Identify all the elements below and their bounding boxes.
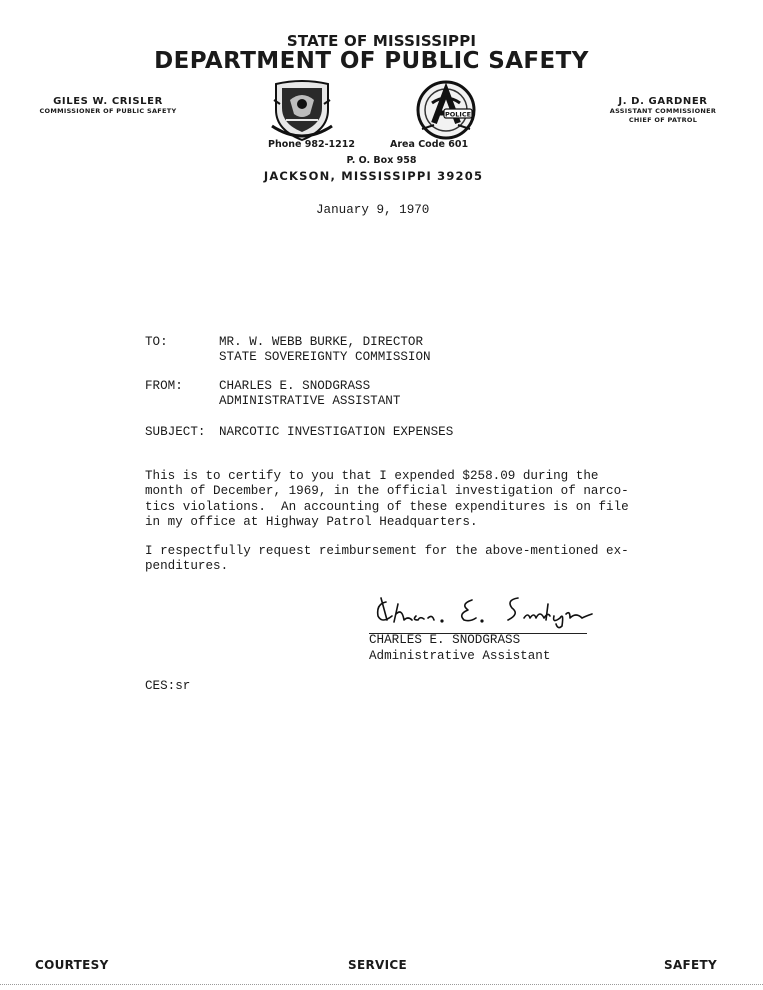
phone-line: [268, 139, 478, 150]
assistant-commissioner-title: ASSISTANT COMMISSIONER: [609, 107, 717, 115]
letterhead-department: DEPARTMENT OF PUBLIC SAFETY: [154, 48, 589, 74]
city-address: JACKSON, MISSISSIPPI 39205: [263, 169, 484, 183]
footer-safety: SAFETY: [664, 958, 717, 972]
handwritten-signature: [372, 590, 602, 630]
commissioner-title: COMMISSIONER OF PUBLIC SAFETY: [39, 107, 177, 115]
phone-number: Phone 982-1212: [268, 139, 355, 150]
body-paragraph-2: I respectfully request reimbursement for the above-mentioned ex- penditures.: [145, 544, 629, 574]
commissioner-name: GILES W. CRISLER: [53, 96, 163, 107]
from-title: ADMINISTRATIVE ASSISTANT: [219, 394, 401, 408]
po-box: P. O. Box 958: [346, 155, 417, 166]
assistant-commissioner-name: J. D. GARDNER: [618, 96, 708, 107]
subject-label: SUBJECT:: [145, 425, 206, 439]
memo-date: January 9, 1970: [316, 203, 430, 217]
letterhead-state: STATE OF MISSISSIPPI: [286, 32, 477, 50]
to-organization: STATE SOVEREIGNTY COMMISSION: [219, 350, 431, 364]
assistant-commissioner-block: [588, 96, 738, 124]
area-code: Area Code 601: [390, 139, 469, 150]
signer-name: CHARLES E. SNODGRASS: [369, 633, 521, 647]
footer-service: SERVICE: [348, 958, 407, 972]
from-sender: CHARLES E. SNODGRASS: [219, 379, 371, 393]
police-badge-icon: [408, 79, 484, 141]
chief-of-patrol-title: CHIEF OF PATROL: [628, 115, 698, 124]
commissioner-block: [28, 96, 188, 116]
body-paragraph-1: This is to certify to you that I expended $258.09 during the month of December, 1969, in the official investigation of narco- tics violations. An accounting of these expenditures is on file in my office at Highway Patrol Headquarters.: [145, 469, 629, 529]
badge-label: POLICE: [444, 110, 472, 119]
typist-initials: CES:sr: [145, 679, 191, 693]
subject-text: NARCOTIC INVESTIGATION EXPENSES: [219, 425, 454, 439]
to-label: TO:: [145, 335, 168, 349]
from-label: FROM:: [145, 379, 183, 393]
state-seal-icon: [270, 80, 334, 142]
to-recipient: MR. W. WEBB BURKE, DIRECTOR: [219, 335, 424, 349]
footer-courtesy: COURTESY: [35, 958, 109, 972]
signer-title: Administrative Assistant: [369, 649, 551, 663]
footer-dotted-edge: [0, 984, 763, 986]
